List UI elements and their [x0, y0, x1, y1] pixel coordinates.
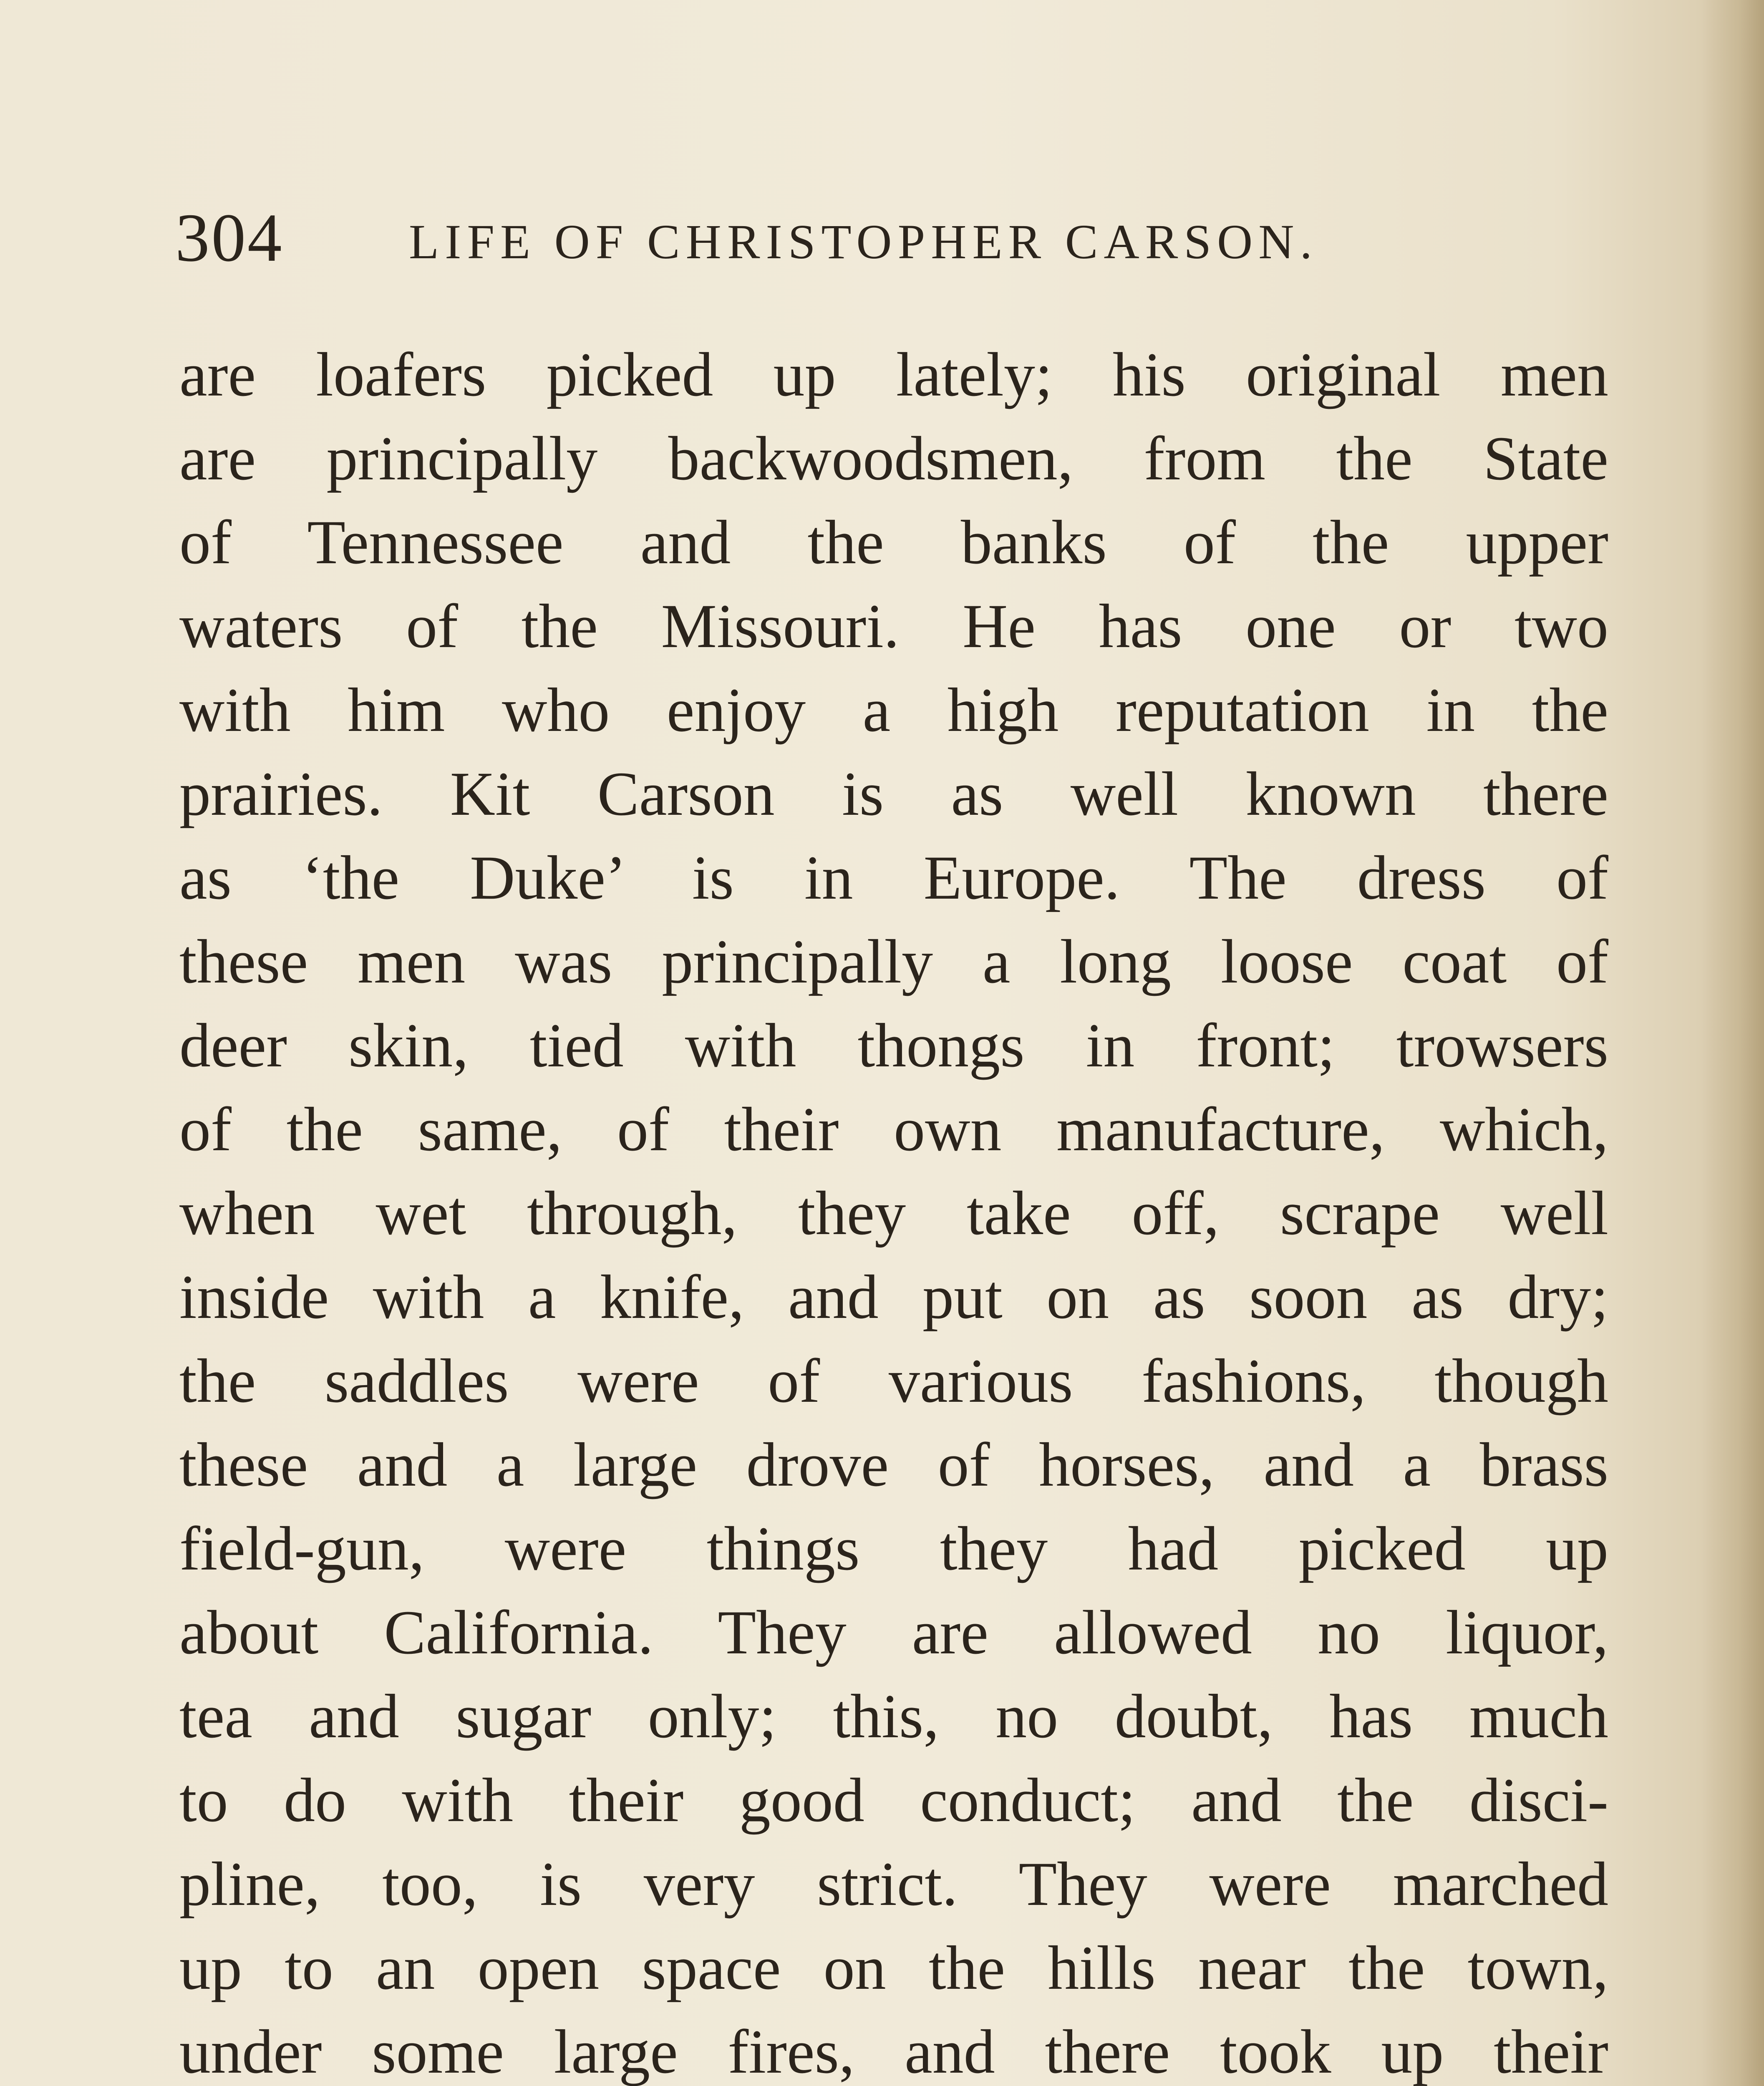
running-title: LIFE OF CHRISTOPHER CARSON.	[409, 214, 1318, 269]
text-line: to do with their good conduct; and the disci-	[179, 1766, 1608, 1835]
text-line: waters of the Missouri. He has one or two	[179, 592, 1608, 661]
text-line: inside with a knife, and put on as soon as dry;	[179, 1262, 1608, 1332]
page-number: 304	[175, 199, 284, 276]
text-line: up to an open space on the hills near the town,	[179, 1933, 1608, 2003]
text-line: pline, too, is very strict. They were marched	[179, 1849, 1608, 1919]
text-line: with him who enjoy a high reputation in the	[179, 675, 1608, 745]
text-line: about California. They are allowed no liquor,	[179, 1598, 1608, 1667]
text-line: of Tennessee and the banks of the upper	[179, 508, 1608, 577]
text-line: these men was principally a long loose coat of	[179, 927, 1608, 996]
text-line: are loafers picked up lately; his original men	[179, 340, 1608, 409]
text-line: tea and sugar only; this, no doubt, has much	[179, 1682, 1608, 1751]
text-line: when wet through, they take off, scrape well	[179, 1179, 1608, 1248]
text-line: under some large fires, and there took up their	[179, 2017, 1608, 2086]
text-line: of the same, of their own manufacture, which,	[179, 1095, 1608, 1164]
text-line: the saddles were of various fashions, though	[179, 1346, 1608, 1416]
body-text	[179, 333, 1608, 2086]
text-line: are principally backwoodsmen, from the State	[179, 424, 1608, 493]
text-line: these and a large drove of horses, and a brass	[179, 1430, 1608, 1499]
paragraph-1	[179, 333, 1608, 2086]
text-line: deer skin, tied with thongs in front; trowsers	[179, 1011, 1608, 1080]
running-head	[175, 196, 1627, 280]
page-edge-shading	[1701, 0, 1764, 2086]
text-line: prairies. Kit Carson is as well known there	[179, 759, 1608, 829]
text-line: as ‘the Duke’ is in Europe. The dress of	[179, 843, 1608, 912]
text-line: field-gun, were things they had picked up	[179, 1514, 1608, 1583]
